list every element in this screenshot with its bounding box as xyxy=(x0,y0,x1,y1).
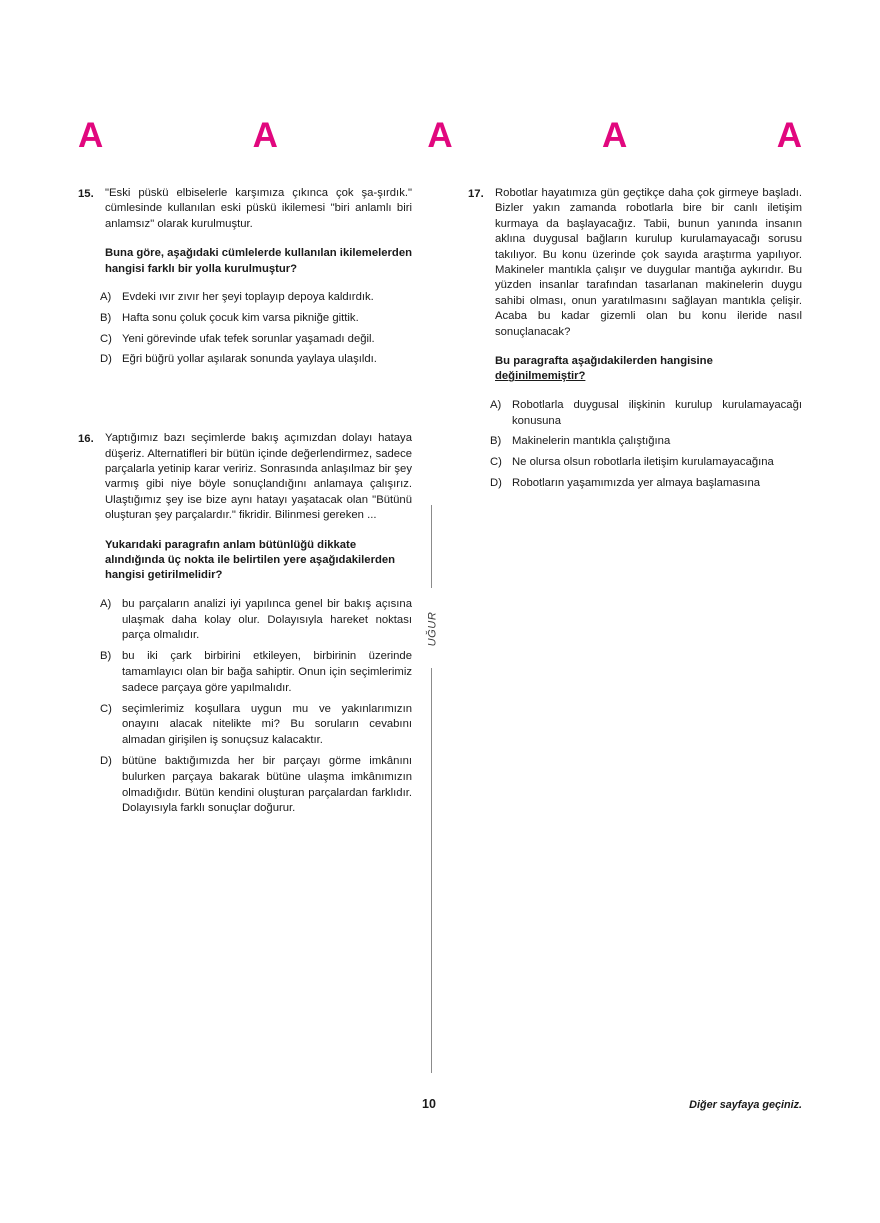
question-15-option-a[interactable] xyxy=(78,290,412,306)
question-17-body xyxy=(495,186,802,385)
option-text: Evdeki ıvır zıvır her şeyi toplayıp depoya kaldırdık. xyxy=(122,291,374,304)
question-17 xyxy=(468,186,802,492)
booklet-code-letter-5: A xyxy=(776,116,802,155)
question-15-option-c[interactable] xyxy=(78,332,412,348)
option-letter: B) xyxy=(100,650,112,663)
column-divider xyxy=(426,505,439,1073)
option-letter: B) xyxy=(490,435,502,448)
publisher-brand-vertical xyxy=(422,591,442,667)
option-letter: A) xyxy=(100,597,112,610)
question-16-option-d[interactable] xyxy=(78,754,412,817)
option-text: bu parçaların analizi iyi yapılınca genel bir bakış açısına ulaşmak daha kolay olur. Dolayısıyla hareket noktası parça olmalıdır. xyxy=(122,597,412,642)
option-letter: D) xyxy=(100,353,112,366)
left-column xyxy=(78,186,412,1076)
booklet-code-letter-2: A xyxy=(252,116,278,155)
option-letter: D) xyxy=(490,477,502,490)
booklet-code-letter-1: A xyxy=(78,116,104,155)
question-16-body xyxy=(105,431,412,584)
right-column xyxy=(468,186,802,1076)
publisher-brand-label: UĞUR xyxy=(426,611,439,647)
question-17-head xyxy=(468,186,802,385)
option-letter: C) xyxy=(100,702,112,715)
question-17-ask xyxy=(495,354,802,385)
divider-line-top xyxy=(431,505,432,588)
page-number: 10 xyxy=(422,1097,436,1111)
question-16-ask: Yukarıdaki paragrafın anlam bütünlüğü dikkate alındığında üç nokta ile belirtilen yere aşağıdakilerden hangisi getirilmelidir? xyxy=(105,538,396,582)
question-15-option-d[interactable] xyxy=(78,352,412,368)
option-letter: B) xyxy=(100,311,112,324)
question-17-ask-underlined: değinilmemiştir? xyxy=(495,370,586,383)
question-15-number: 15. xyxy=(78,187,94,200)
option-text: Makinelerin mantıkla çalıştığına xyxy=(512,435,671,448)
page-footer xyxy=(78,1096,802,1116)
question-15-option-b[interactable] xyxy=(78,311,412,327)
question-17-options xyxy=(468,398,802,492)
option-text: Robotlarla duygusal ilişkinin kurulup kurulamayacağı konusuna xyxy=(512,398,802,427)
question-15 xyxy=(78,186,412,368)
divider-line-bottom xyxy=(431,668,432,1073)
option-text: Eğri büğrü yollar aşılarak sonunda yaylaya ulaşıldı. xyxy=(122,353,377,366)
booklet-code-row xyxy=(78,118,802,153)
option-text: Robotların yaşamımızda yer almaya başlamasına xyxy=(512,477,761,490)
question-16-head xyxy=(78,431,412,584)
option-text: Yeni görevinde ufak tefek sorunlar yaşamadı değil. xyxy=(122,332,375,345)
option-letter: C) xyxy=(490,456,502,469)
option-text: seçimlerimiz koşullara uygun mu ve yakınlarımızın onayını alacak nitelikte mi? Bu soruların cevabını almadan girişilen iş sonuçsuz kalacaktır. xyxy=(122,702,412,747)
booklet-code-letter-4: A xyxy=(602,116,628,155)
option-letter: C) xyxy=(100,332,112,345)
question-17-option-c[interactable] xyxy=(468,455,802,471)
booklet-code-letter-3: A xyxy=(427,116,453,155)
question-15-options xyxy=(78,290,412,368)
question-17-ask-plain: Bu paragrafta aşağıdakilerden hangisine xyxy=(495,355,713,368)
question-15-head xyxy=(78,186,412,277)
question-16-option-c[interactable] xyxy=(78,702,412,749)
question-16-number: 16. xyxy=(78,432,94,445)
question-17-option-d[interactable] xyxy=(468,476,802,492)
question-15-ask: Buna göre, aşağıdaki cümlelerde kullanılan ikilemelerden hangisi farklı bir yolla kurulmuştur? xyxy=(105,247,413,275)
option-letter: D) xyxy=(100,755,112,768)
question-15-stem: "Eski püskü elbiselerle karşımıza çıkınca çok şa-şırdık." cümlesinde kullanılan eski püskü ikilemesi "biri anlamlı biri anlamsız" olarak kurulmuştur. xyxy=(105,187,412,230)
question-16-stem: Yaptığımız bazı seçimlerde bakış açımızdan dolayı hataya düşeriz. Alternatifleri bir bütün içinde değerlendirmez, sadece parçalarla yetinip karar veririz. Sonrasında anlaşılmaz bir şey varmış gibi niye böyle sonuçlandığını anlamaya çalışırız. Ulaştığımız şey ise bize aynı hatayı yaşatacak olan "Bütünü oluşturan şey parçalardır." fikridir. Bilinmesi gereken ... xyxy=(105,432,412,522)
question-15-body xyxy=(105,186,412,277)
option-text: bu iki çark birbirini etkileyen, birbirinin üzerinde tamamlayıcı olan bir bağa sahiptir. Onun için seçimlerimiz sadece parçaya göre yapılmalıdır. xyxy=(122,650,412,694)
question-17-stem: Robotlar hayatımıza gün geçtikçe daha çok girmeye başladı. Bizler yakın zamanda robotlarla bire bir canlı iletişim kurmaya da başlayacağız. Tabii, bunun yanında insanın aklına duygusal bağların kurulup kurulamayacağı sorusu takılıyor. Bu konu üzerinde çok sayıda araştırma yapılıyor. Makineler mantıkla çalışır ve duygular mantığa aykırıdır. Bu yüzden insanlar tarafından tasarlanan makinelerin duygu sahibi olması, onun yaratılmasını sağlayan mantıkla çelişir. Acaba bu kadar gizemli olan bu konu ileride nasıl sonuçlanacak? xyxy=(495,187,802,338)
option-text: Hafta sonu çoluk çocuk kim varsa pikniğe gittik. xyxy=(122,311,359,324)
question-16-options xyxy=(78,597,412,817)
question-16 xyxy=(78,431,412,817)
question-16-option-a[interactable] xyxy=(78,597,412,644)
question-16-option-b[interactable] xyxy=(78,649,412,696)
question-17-option-a[interactable] xyxy=(468,398,802,430)
option-text: bütüne baktığımızda her bir parçayı görme imkânını bulurken parçaya bakarak bütüne ulaşma imkânımızın olmadığıdır. Bütün kendini oluşturan parçalardan farklıdır. Dolayısıyla farklı sonuçlar doğurur. xyxy=(122,755,412,815)
option-letter: A) xyxy=(490,398,502,411)
option-letter: A) xyxy=(100,291,112,304)
option-text: Ne olursa olsun robotlarla iletişim kurulamayacağına xyxy=(512,456,774,469)
question-17-number: 17. xyxy=(468,187,484,200)
footer-next-page-note: Diğer sayfaya geçiniz. xyxy=(689,1099,802,1111)
question-17-option-b[interactable] xyxy=(468,434,802,450)
